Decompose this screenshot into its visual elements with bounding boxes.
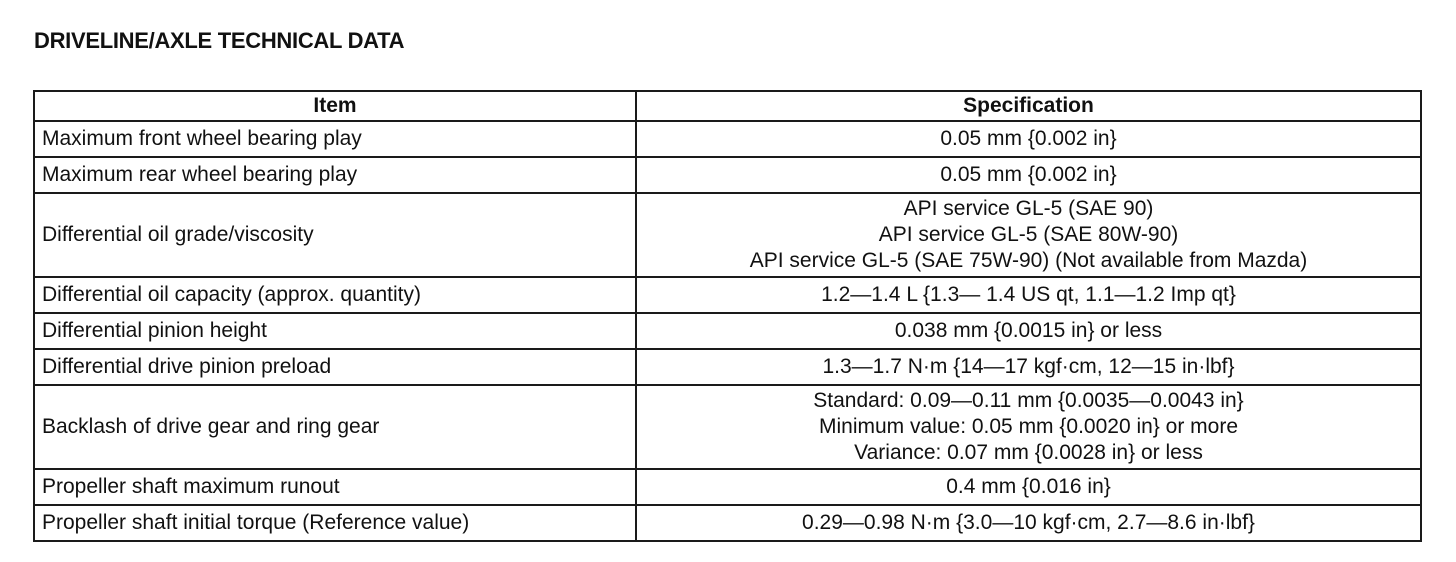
spec-cell xyxy=(636,349,1421,385)
item-cell: Propeller shaft initial torque (Reference value) xyxy=(34,505,636,541)
table-row xyxy=(34,349,1421,385)
spec-cell xyxy=(636,121,1421,157)
spec-line: 0.29—0.98 N·m {3.0—10 kgf·cm, 2.7—8.6 in·lbf} xyxy=(802,511,1255,534)
table-row xyxy=(34,121,1421,157)
item-cell: Differential oil grade/viscosity xyxy=(34,193,636,277)
table-row xyxy=(34,313,1421,349)
spec-line: 1.2—1.4 L {1.3— 1.4 US qt, 1.1—1.2 Imp qt} xyxy=(821,283,1236,306)
column-header-item: Item xyxy=(34,91,636,121)
item-cell: Maximum front wheel bearing play xyxy=(34,121,636,157)
item-cell: Differential pinion height xyxy=(34,313,636,349)
table-header-row xyxy=(34,91,1421,121)
item-cell: Differential oil capacity (approx. quantity) xyxy=(34,277,636,313)
spec-line: 0.038 mm {0.0015 in} or less xyxy=(894,319,1163,342)
table-row xyxy=(34,505,1421,541)
spec-line: 0.05 mm {0.002 in} xyxy=(940,163,1117,186)
column-header-specification: Specification xyxy=(636,91,1421,121)
spec-cell xyxy=(636,277,1421,313)
item-cell: Backlash of drive gear and ring gear xyxy=(34,385,636,469)
table-row xyxy=(34,385,1421,469)
table-row xyxy=(34,469,1421,505)
spec-line: API service GL-5 (SAE 80W-90) xyxy=(878,223,1179,246)
item-cell: Differential drive pinion preload xyxy=(34,349,636,385)
spec-cell xyxy=(636,313,1421,349)
spec-cell xyxy=(636,505,1421,541)
spec-line: API service GL-5 (SAE 90) xyxy=(903,197,1154,220)
spec-line: Minimum value: 0.05 mm {0.0020 in} or more xyxy=(818,415,1239,438)
table-row xyxy=(34,277,1421,313)
spec-line: 0.4 mm {0.016 in} xyxy=(946,475,1111,498)
spec-line: Variance: 0.07 mm {0.0028 in} or less xyxy=(854,441,1203,464)
table-row xyxy=(34,157,1421,193)
spec-cell xyxy=(636,193,1421,277)
spec-line: API service GL-5 (SAE 75W-90) (Not available from Mazda) xyxy=(749,249,1308,272)
item-cell: Maximum rear wheel bearing play xyxy=(34,157,636,193)
page-title: DRIVELINE/AXLE TECHNICAL DATA xyxy=(34,28,405,53)
spec-cell xyxy=(636,157,1421,193)
spec-table xyxy=(33,90,1422,542)
table-row xyxy=(34,193,1421,277)
spec-cell xyxy=(636,469,1421,505)
spec-cell xyxy=(636,385,1421,469)
spec-line: 0.05 mm {0.002 in} xyxy=(940,127,1117,150)
spec-line: 1.3—1.7 N·m {14—17 kgf·cm, 12—15 in·lbf} xyxy=(822,355,1235,378)
item-cell: Propeller shaft maximum runout xyxy=(34,469,636,505)
spec-line: Standard: 0.09—0.11 mm {0.0035—0.0043 in} xyxy=(813,389,1244,412)
